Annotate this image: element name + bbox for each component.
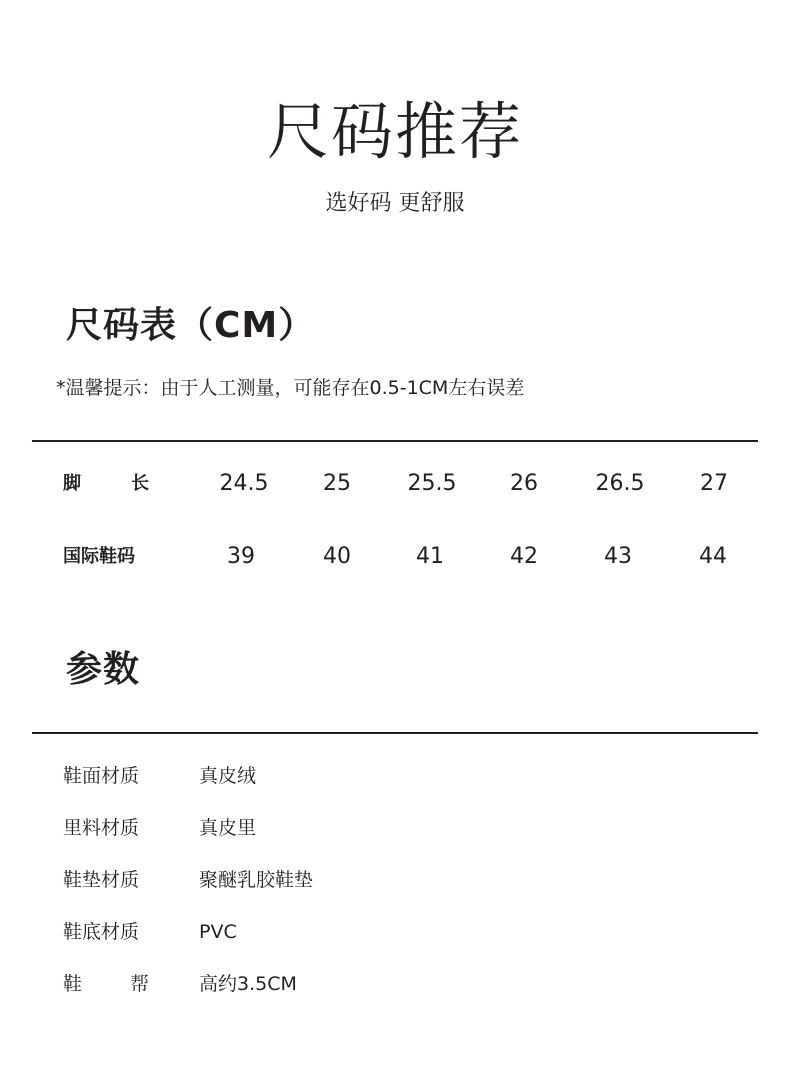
param-value: 聚醚乳胶鞋垫	[199, 869, 314, 891]
foot-length-label	[63, 464, 149, 504]
params-title: 参数	[66, 649, 141, 690]
param-row	[0, 863, 790, 897]
param-label	[63, 967, 149, 1001]
size-cell: 44	[699, 544, 727, 569]
size-chart-title: 尺码表（CM）	[66, 305, 316, 346]
param-label-char: 帮	[129, 973, 149, 995]
param-label: 鞋垫材质	[63, 869, 140, 891]
param-label: 里料材质	[63, 817, 140, 839]
size-cell: 42	[510, 544, 538, 569]
foot-length-label-char: 长	[131, 473, 149, 494]
page-subtitle: 选好码 更舒服	[325, 191, 465, 216]
param-row	[0, 759, 790, 793]
param-value: PVC	[199, 921, 237, 943]
size-cell: 40	[323, 544, 351, 569]
intl-size-label: 国际鞋码	[63, 546, 135, 567]
foot-length-label-char: 脚	[63, 473, 81, 494]
param-label: 鞋底材质	[63, 921, 140, 943]
foot-length-row	[0, 464, 790, 504]
size-chart-divider	[32, 440, 758, 442]
param-row	[0, 967, 790, 1001]
param-row	[0, 915, 790, 949]
params-divider	[32, 732, 758, 734]
size-cell: 27	[700, 471, 728, 496]
param-label: 鞋面材质	[63, 765, 140, 787]
measurement-tip: *温馨提示：由于人工测量，可能存在0.5-1CM左右误差	[56, 377, 525, 399]
param-value: 真皮里	[199, 817, 257, 839]
size-cell: 25	[323, 471, 351, 496]
page-title: 尺码推荐	[266, 95, 523, 168]
size-cell: 26	[510, 471, 538, 496]
size-cell: 41	[416, 544, 444, 569]
param-label-char: 鞋	[63, 973, 83, 995]
size-cell: 25.5	[407, 471, 457, 496]
size-cell: 43	[604, 544, 632, 569]
size-cell: 24.5	[219, 471, 269, 496]
size-cell: 39	[227, 544, 255, 569]
param-row	[0, 811, 790, 845]
intl-size-row	[0, 537, 790, 577]
param-value: 高约3.5CM	[199, 973, 297, 995]
size-cell: 26.5	[595, 471, 645, 496]
param-value: 真皮绒	[199, 765, 257, 787]
